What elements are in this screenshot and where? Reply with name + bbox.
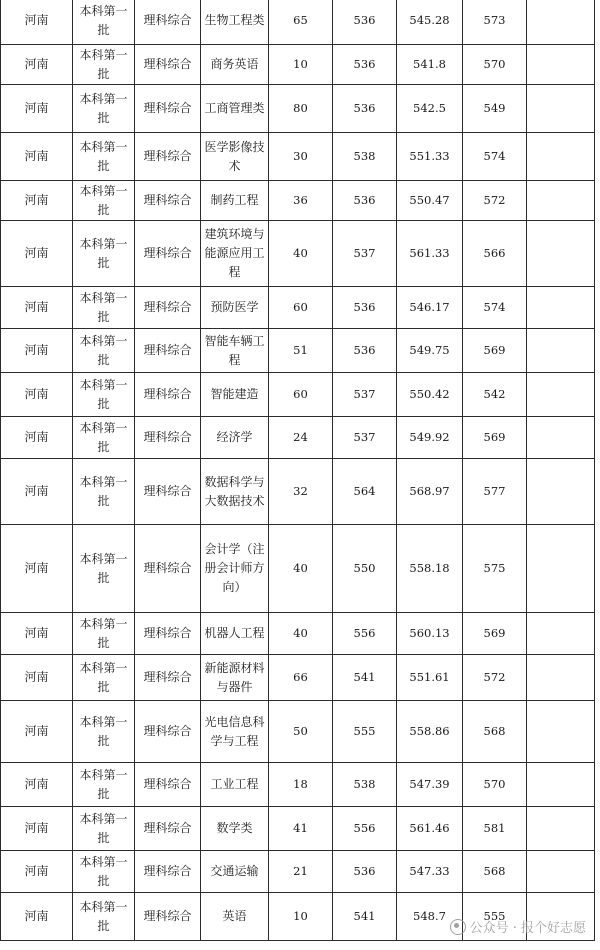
table-row — [1, 763, 595, 807]
major-cell: 英语 — [201, 893, 269, 941]
subject-cell: 理科综合 — [135, 459, 201, 525]
min-score-cell: 538 — [333, 763, 397, 807]
avg-score-cell: 545.28 — [397, 0, 463, 45]
note-cell — [527, 287, 595, 329]
province-cell: 河南 — [1, 701, 73, 763]
max-score-cell: 569 — [463, 329, 527, 373]
province-cell: 河南 — [1, 525, 73, 613]
batch-cell: 本科第一批 — [73, 373, 135, 417]
max-score-cell: 573 — [463, 0, 527, 45]
watermark-text: 公众号 · 报个好志愿 — [469, 921, 586, 936]
min-score-cell: 537 — [333, 417, 397, 459]
note-cell — [527, 85, 595, 133]
batch-cell: 本科第一批 — [73, 181, 135, 221]
province-cell: 河南 — [1, 655, 73, 701]
avg-score-cell: 551.33 — [397, 133, 463, 181]
avg-score-cell: 561.33 — [397, 221, 463, 287]
batch-cell: 本科第一批 — [73, 221, 135, 287]
major-cell: 制药工程 — [201, 181, 269, 221]
province-cell: 河南 — [1, 807, 73, 851]
avg-score-cell: 560.13 — [397, 613, 463, 655]
avg-score-cell: 558.18 — [397, 525, 463, 613]
subject-cell: 理科综合 — [135, 221, 201, 287]
max-score-cell: 572 — [463, 655, 527, 701]
min-score-cell: 550 — [333, 525, 397, 613]
wechat-official-account-icon — [450, 919, 466, 935]
batch-cell: 本科第一批 — [73, 655, 135, 701]
batch-cell: 本科第一批 — [73, 459, 135, 525]
subject-cell: 理科综合 — [135, 287, 201, 329]
note-cell — [527, 701, 595, 763]
min-score-cell: 537 — [333, 373, 397, 417]
table-row — [1, 459, 595, 525]
province-cell: 河南 — [1, 329, 73, 373]
avg-score-cell: 549.92 — [397, 417, 463, 459]
batch-cell: 本科第一批 — [73, 329, 135, 373]
batch-cell: 本科第一批 — [73, 45, 135, 85]
major-cell: 智能建造 — [201, 373, 269, 417]
note-cell — [527, 655, 595, 701]
note-cell — [527, 181, 595, 221]
avg-score-cell: 558.86 — [397, 701, 463, 763]
major-cell: 工业工程 — [201, 763, 269, 807]
avg-score-cell: 551.61 — [397, 655, 463, 701]
avg-score-cell: 561.46 — [397, 807, 463, 851]
major-cell: 经济学 — [201, 417, 269, 459]
note-cell — [527, 329, 595, 373]
province-cell: 河南 — [1, 181, 73, 221]
plan-count-cell: 24 — [269, 417, 333, 459]
plan-count-cell: 40 — [269, 221, 333, 287]
note-cell — [527, 763, 595, 807]
avg-score-cell: 547.33 — [397, 851, 463, 893]
subject-cell: 理科综合 — [135, 417, 201, 459]
major-cell: 预防医学 — [201, 287, 269, 329]
max-score-cell: 568 — [463, 701, 527, 763]
avg-score-cell: 542.5 — [397, 85, 463, 133]
note-cell — [527, 0, 595, 45]
major-cell: 医学影像技术 — [201, 133, 269, 181]
table-row — [1, 181, 595, 221]
max-score-cell: 581 — [463, 807, 527, 851]
subject-cell: 理科综合 — [135, 807, 201, 851]
subject-cell: 理科综合 — [135, 893, 201, 941]
plan-count-cell: 40 — [269, 525, 333, 613]
min-score-cell: 537 — [333, 221, 397, 287]
max-score-cell: 572 — [463, 181, 527, 221]
note-cell — [527, 221, 595, 287]
province-cell: 河南 — [1, 221, 73, 287]
avg-score-cell: 548.7 — [397, 893, 463, 941]
table-row — [1, 525, 595, 613]
major-cell: 建筑环境与能源应用工程 — [201, 221, 269, 287]
batch-cell: 本科第一批 — [73, 287, 135, 329]
batch-cell: 本科第一批 — [73, 701, 135, 763]
max-score-cell: 570 — [463, 763, 527, 807]
min-score-cell: 564 — [333, 459, 397, 525]
plan-count-cell: 66 — [269, 655, 333, 701]
table-row — [1, 133, 595, 181]
subject-cell: 理科综合 — [135, 613, 201, 655]
major-cell: 光电信息科学与工程 — [201, 701, 269, 763]
min-score-cell: 538 — [333, 133, 397, 181]
table-row — [1, 221, 595, 287]
note-cell — [527, 525, 595, 613]
min-score-cell: 536 — [333, 181, 397, 221]
max-score-cell: 569 — [463, 417, 527, 459]
subject-cell: 理科综合 — [135, 701, 201, 763]
plan-count-cell: 18 — [269, 763, 333, 807]
batch-cell: 本科第一批 — [73, 763, 135, 807]
plan-count-cell: 60 — [269, 373, 333, 417]
table-row — [1, 0, 595, 45]
table-row — [1, 807, 595, 851]
province-cell: 河南 — [1, 287, 73, 329]
province-cell: 河南 — [1, 893, 73, 941]
plan-count-cell: 30 — [269, 133, 333, 181]
min-score-cell: 536 — [333, 85, 397, 133]
min-score-cell: 536 — [333, 0, 397, 45]
note-cell — [527, 851, 595, 893]
subject-cell: 理科综合 — [135, 0, 201, 45]
table-row — [1, 329, 595, 373]
note-cell — [527, 373, 595, 417]
major-cell: 智能车辆工程 — [201, 329, 269, 373]
table-body — [1, 0, 595, 941]
note-cell — [527, 459, 595, 525]
min-score-cell: 541 — [333, 893, 397, 941]
province-cell: 河南 — [1, 373, 73, 417]
province-cell: 河南 — [1, 85, 73, 133]
avg-score-cell: 541.8 — [397, 45, 463, 85]
avg-score-cell: 550.47 — [397, 181, 463, 221]
note-cell — [527, 613, 595, 655]
max-score-cell: 570 — [463, 45, 527, 85]
plan-count-cell: 21 — [269, 851, 333, 893]
watermark — [450, 917, 586, 936]
avg-score-cell: 549.75 — [397, 329, 463, 373]
table-row — [1, 655, 595, 701]
table-row — [1, 45, 595, 85]
plan-count-cell: 60 — [269, 287, 333, 329]
max-score-cell: 575 — [463, 525, 527, 613]
province-cell: 河南 — [1, 763, 73, 807]
max-score-cell: 568 — [463, 851, 527, 893]
avg-score-cell: 547.39 — [397, 763, 463, 807]
plan-count-cell: 10 — [269, 45, 333, 85]
subject-cell: 理科综合 — [135, 45, 201, 85]
note-cell — [527, 45, 595, 85]
plan-count-cell: 40 — [269, 613, 333, 655]
min-score-cell: 536 — [333, 45, 397, 85]
batch-cell: 本科第一批 — [73, 807, 135, 851]
min-score-cell: 555 — [333, 701, 397, 763]
province-cell: 河南 — [1, 133, 73, 181]
plan-count-cell: 80 — [269, 85, 333, 133]
min-score-cell: 556 — [333, 807, 397, 851]
min-score-cell: 536 — [333, 287, 397, 329]
plan-count-cell: 65 — [269, 0, 333, 45]
major-cell: 生物工程类 — [201, 0, 269, 45]
table-row — [1, 701, 595, 763]
plan-count-cell: 51 — [269, 329, 333, 373]
subject-cell: 理科综合 — [135, 373, 201, 417]
avg-score-cell: 546.17 — [397, 287, 463, 329]
province-cell: 河南 — [1, 45, 73, 85]
subject-cell: 理科综合 — [135, 85, 201, 133]
subject-cell: 理科综合 — [135, 525, 201, 613]
batch-cell: 本科第一批 — [73, 0, 135, 45]
max-score-cell: 549 — [463, 85, 527, 133]
subject-cell: 理科综合 — [135, 851, 201, 893]
major-cell: 交通运输 — [201, 851, 269, 893]
province-cell: 河南 — [1, 0, 73, 45]
plan-count-cell: 32 — [269, 459, 333, 525]
subject-cell: 理科综合 — [135, 181, 201, 221]
table-row — [1, 85, 595, 133]
table-row — [1, 287, 595, 329]
note-cell — [527, 807, 595, 851]
batch-cell: 本科第一批 — [73, 851, 135, 893]
major-cell: 数据科学与大数据技术 — [201, 459, 269, 525]
province-cell: 河南 — [1, 851, 73, 893]
major-cell: 商务英语 — [201, 45, 269, 85]
major-cell: 会计学（注册会计师方向） — [201, 525, 269, 613]
table-row — [1, 613, 595, 655]
max-score-cell: 569 — [463, 613, 527, 655]
avg-score-cell: 568.97 — [397, 459, 463, 525]
batch-cell: 本科第一批 — [73, 893, 135, 941]
plan-count-cell: 10 — [269, 893, 333, 941]
max-score-cell: 577 — [463, 459, 527, 525]
max-score-cell: 555 — [463, 893, 527, 941]
batch-cell: 本科第一批 — [73, 133, 135, 181]
min-score-cell: 541 — [333, 655, 397, 701]
major-cell: 工商管理类 — [201, 85, 269, 133]
plan-count-cell: 41 — [269, 807, 333, 851]
min-score-cell: 536 — [333, 851, 397, 893]
avg-score-cell: 550.42 — [397, 373, 463, 417]
batch-cell: 本科第一批 — [73, 613, 135, 655]
note-cell — [527, 417, 595, 459]
table-row — [1, 417, 595, 459]
subject-cell: 理科综合 — [135, 763, 201, 807]
plan-count-cell: 50 — [269, 701, 333, 763]
max-score-cell: 574 — [463, 133, 527, 181]
table-row — [1, 373, 595, 417]
major-cell: 新能源材料与器件 — [201, 655, 269, 701]
plan-count-cell: 36 — [269, 181, 333, 221]
max-score-cell: 566 — [463, 221, 527, 287]
province-cell: 河南 — [1, 417, 73, 459]
min-score-cell: 556 — [333, 613, 397, 655]
major-cell: 机器人工程 — [201, 613, 269, 655]
province-cell: 河南 — [1, 613, 73, 655]
province-cell: 河南 — [1, 459, 73, 525]
subject-cell: 理科综合 — [135, 655, 201, 701]
note-cell — [527, 133, 595, 181]
batch-cell: 本科第一批 — [73, 525, 135, 613]
max-score-cell: 574 — [463, 287, 527, 329]
min-score-cell: 536 — [333, 329, 397, 373]
table-row — [1, 851, 595, 893]
batch-cell: 本科第一批 — [73, 85, 135, 133]
subject-cell: 理科综合 — [135, 329, 201, 373]
major-cell: 数学类 — [201, 807, 269, 851]
subject-cell: 理科综合 — [135, 133, 201, 181]
max-score-cell: 542 — [463, 373, 527, 417]
batch-cell: 本科第一批 — [73, 417, 135, 459]
